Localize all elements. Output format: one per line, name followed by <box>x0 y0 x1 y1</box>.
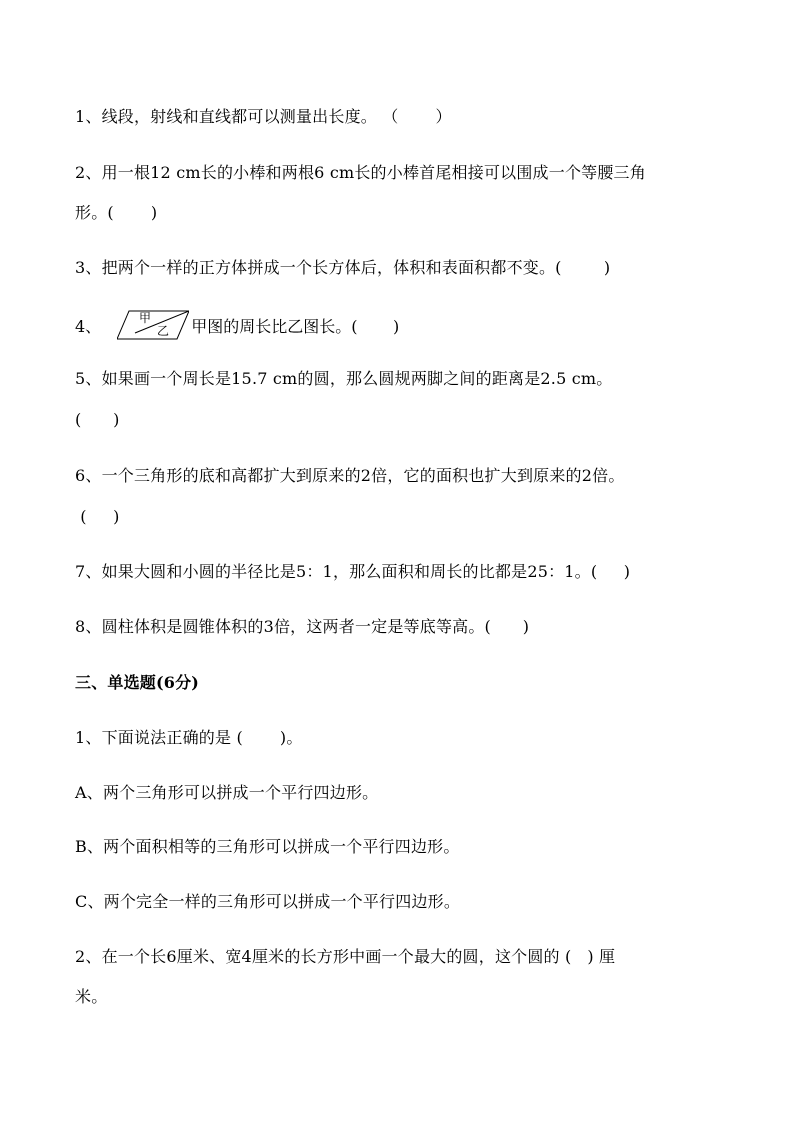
judgement-item-5-line2: ( ) <box>75 410 120 429</box>
choice-question-1: 1、下面说法正确的是 ( )。 <box>75 728 303 747</box>
judgement-item-6-line2: ( ) <box>75 507 120 526</box>
judgement-item-4-text: 甲图的周长比乙图长。( ) <box>191 316 400 336</box>
judgement-item-4-number: 4、 <box>75 316 102 336</box>
figure-label-jia: 甲 <box>139 311 152 325</box>
choice-option-b: B、两个面积相等的三角形可以拼成一个平行四边形。 <box>75 837 460 856</box>
judgement-item-7: 7、如果大圆和小圆的半径比是5：1，那么面积和周长的比都是25：1。( ) <box>75 562 631 581</box>
judgement-item-8: 8、圆柱体积是圆锥体积的3倍，这两者一定是等底等高。( ) <box>75 617 530 636</box>
choice-option-a: A、两个三角形可以拼成一个平行四边形。 <box>75 783 379 802</box>
choice-question-2-line1: 2、在一个长6厘米、宽4厘米的长方形中画一个最大的圆，这个圆的 ( ) 厘 <box>75 947 616 966</box>
judgement-item-2-line1: 2、用一根12 cm长的小棒和两根6 cm长的小棒首尾相接可以围成一个等腰三角 <box>75 163 646 182</box>
judgement-item-2-line2: 形。( ) <box>75 203 158 222</box>
judgement-item-3: 3、把两个一样的正方体拼成一个长方体后，体积和表面积都不变。( ) <box>75 258 611 277</box>
choice-question-2-line2: 米。 <box>75 987 108 1006</box>
judgement-item-6-line1: 6、一个三角形的底和高都扩大到原来的2倍，它的面积也扩大到原来的2倍。 <box>75 466 625 485</box>
judgement-item-1: 1、线段，射线和直线都可以测量出长度。 （ ） <box>75 107 452 126</box>
judgement-item-4 <box>75 309 399 341</box>
section-heading-single-choice: 三、单选题(6分) <box>75 673 200 692</box>
parallelogram-figure <box>117 309 189 341</box>
figure-label-yi: 乙 <box>157 324 170 338</box>
choice-option-c: C、两个完全一样的三角形可以拼成一个平行四边形。 <box>75 892 461 911</box>
judgement-item-5-line1: 5、如果画一个周长是15.7 cm的圆，那么圆规两脚之间的距离是2.5 cm。 <box>75 369 613 388</box>
